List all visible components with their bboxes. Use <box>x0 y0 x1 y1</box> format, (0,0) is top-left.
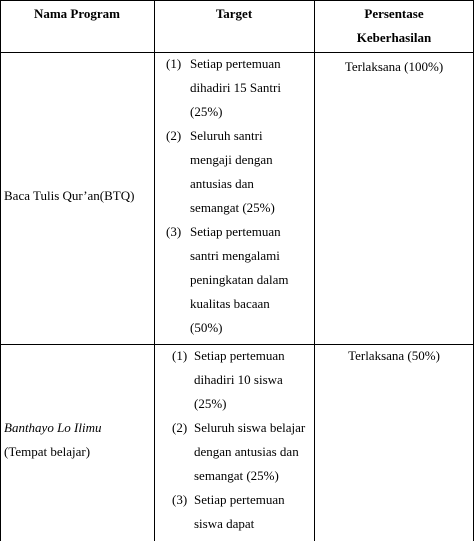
status-text: Terlaksana (100%) <box>344 59 444 74</box>
target-text-line: (50%) <box>190 320 223 335</box>
program-name: Banthayo Lo Ilimu <box>4 420 102 435</box>
table-left-border <box>0 0 1 541</box>
target-text-line: dengan antusias dan <box>194 444 299 459</box>
target-text-line: Setiap pertemuan <box>190 224 281 239</box>
header-keberhasilan: Keberhasilan <box>356 30 432 45</box>
target-text-line: semangat (25%) <box>190 200 275 215</box>
program-name: Baca Tulis Qur’an(BTQ) <box>4 188 135 203</box>
target-text-line: Setiap pertemuan <box>194 492 285 507</box>
header-persentase: Persentase <box>364 6 424 21</box>
target-text-line: Seluruh santri <box>190 128 263 143</box>
target-text-line: (25%) <box>194 396 227 411</box>
column-divider-2 <box>314 0 315 541</box>
target-text-line: antusias dan <box>190 176 254 191</box>
target-text-line: mengaji dengan <box>190 152 273 167</box>
table-top-border <box>0 0 474 1</box>
target-text-line: kualitas bacaan <box>190 296 270 311</box>
header-target: Target <box>215 6 253 21</box>
target-text-line: dihadiri 10 siswa <box>194 372 283 387</box>
target-text-line: siswa dapat <box>194 516 255 531</box>
target-text-line: (25%) <box>190 104 223 119</box>
target-number: (1) <box>166 56 182 71</box>
target-number: (2) <box>172 420 188 435</box>
target-number: (1) <box>172 348 188 363</box>
target-text-line: peningkatan dalam <box>190 272 289 287</box>
target-text-line: Setiap pertemuan <box>190 56 281 71</box>
status-text: Terlaksana (50%) <box>348 348 440 363</box>
header-nama-program: Nama Program <box>33 6 121 21</box>
target-text-line: semangat (25%) <box>194 468 279 483</box>
target-text-line: dihadiri 15 Santri <box>190 80 281 95</box>
target-number: (3) <box>166 224 182 239</box>
target-text-line: Seluruh siswa belajar <box>194 420 306 435</box>
target-text-line: santri mengalami <box>190 248 280 263</box>
column-divider-1 <box>154 0 155 541</box>
target-number: (3) <box>172 492 188 507</box>
program-subtitle: (Tempat belajar) <box>4 444 91 459</box>
target-text-line: Setiap pertemuan <box>194 348 285 363</box>
target-number: (2) <box>166 128 182 143</box>
